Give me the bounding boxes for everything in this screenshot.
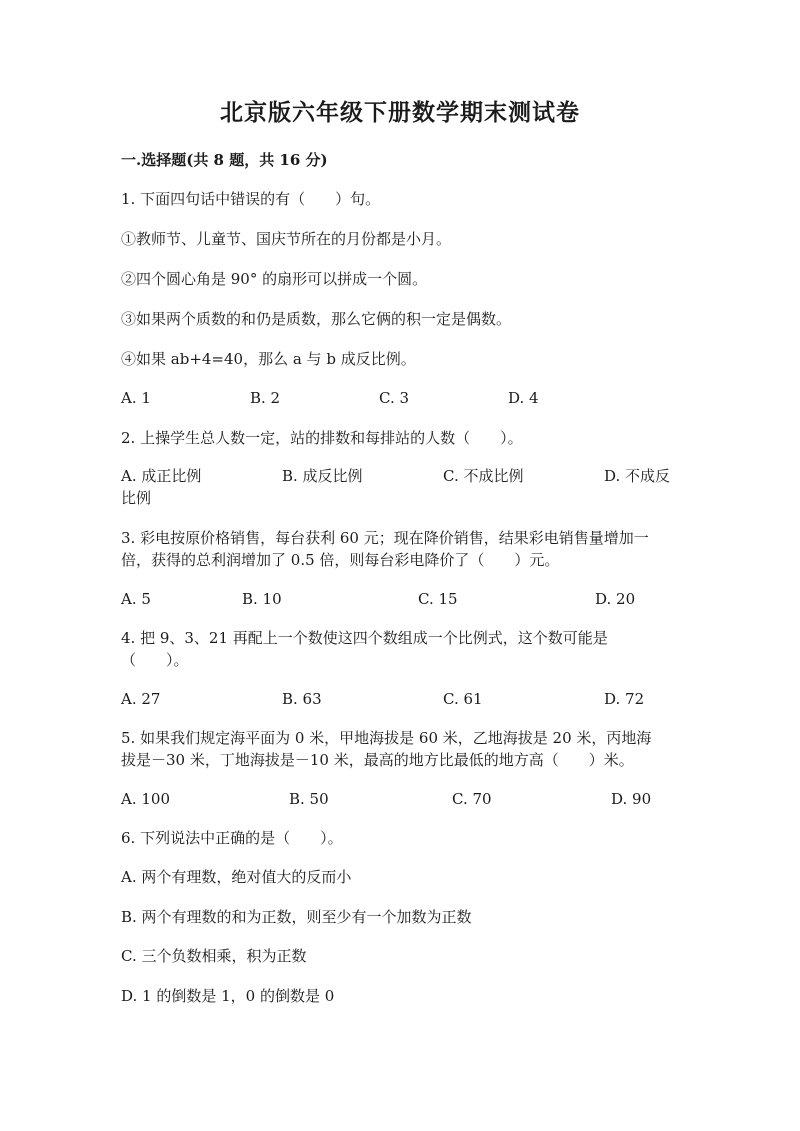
question-1-statement-1: ①教师节、儿童节、国庆节所在的月份都是小月。 — [121, 230, 452, 248]
question-1-statement-3: ③如果两个质数的和仍是质数，那么它俩的积一定是偶数。 — [121, 310, 512, 328]
question-6-option-c: C. 三个负数相乘，积为正数 — [121, 947, 307, 965]
question-4-option-d: D. 72 — [604, 690, 645, 708]
question-2-option-d: D. 不成反 — [604, 467, 671, 485]
question-2-option-a: A. 成正比例 — [121, 467, 202, 485]
question-6-option-b: B. 两个有理数的和为正数，则至少有一个加数为正数 — [121, 908, 472, 926]
question-5-option-b: B. 50 — [289, 790, 329, 808]
question-1-statement-4: ④如果 ab+4=40，那么 a 与 b 成反比例。 — [121, 350, 416, 368]
question-2-option-b: B. 成反比例 — [282, 467, 363, 485]
question-1-statement-2: ②四个圆心角是 90° 的扇形可以拼成一个圆。 — [121, 270, 428, 288]
question-3-option-a: A. 5 — [121, 590, 151, 608]
section-heading: 一.选择题(共 8 题，共 16 分) — [121, 151, 328, 169]
question-3-option-c: C. 15 — [418, 590, 458, 608]
question-5-stem-line-1: 5. 如果我们规定海平面为 0 米，甲地海拔是 60 米，乙地海拔是 20 米，丙地海 — [121, 729, 652, 747]
question-2-stem: 2. 上操学生总人数一定，站的排数和每排站的人数（ ）。 — [121, 429, 523, 447]
question-3-stem-line-2: 倍，获得的总利润增加了 0.5 倍，则每台彩电降价了（ ）元。 — [121, 551, 560, 569]
question-1-option-d: D. 4 — [508, 389, 539, 407]
question-4-stem-line-1: 4. 把 9、3、21 再配上一个数使这四个数组成一个比例式，这个数可能是 — [121, 629, 608, 647]
question-1-stem: 1. 下面四句话中错误的有（ ）句。 — [121, 190, 381, 208]
question-1-option-b: B. 2 — [250, 389, 281, 407]
question-4-stem-line-2: （ ）。 — [121, 651, 189, 669]
question-3-stem-line-1: 3. 彩电按原价格销售，每台获利 60 元；现在降价销售，结果彩电销售量增加一 — [121, 529, 649, 547]
question-4-option-a: A. 27 — [121, 690, 161, 708]
question-5-option-d: D. 90 — [611, 790, 652, 808]
question-3-option-d: D. 20 — [595, 590, 636, 608]
question-5-option-a: A. 100 — [121, 790, 170, 808]
question-5-stem-line-2: 拔是－30 米，丁地海拔是－10 米，最高的地方比最低的地方高（ ）米。 — [121, 751, 634, 769]
question-6-option-a: A. 两个有理数，绝对值大的反而小 — [121, 868, 352, 886]
question-2-option-c: C. 不成比例 — [443, 467, 524, 485]
question-5-option-c: C. 70 — [452, 790, 492, 808]
question-3-option-b: B. 10 — [242, 590, 282, 608]
question-4-option-c: C. 61 — [443, 690, 483, 708]
question-6-option-d: D. 1 的倒数是 1，0 的倒数是 0 — [121, 987, 335, 1005]
question-1-option-a: A. 1 — [121, 389, 151, 407]
question-2-option-d-wrap: 比例 — [121, 489, 152, 507]
page-title: 北京版六年级下册数学期末测试卷 — [220, 99, 580, 126]
question-1-option-c: C. 3 — [379, 389, 410, 407]
question-4-option-b: B. 63 — [282, 690, 322, 708]
question-6-stem: 6. 下列说法中正确的是（ ）。 — [121, 829, 343, 847]
